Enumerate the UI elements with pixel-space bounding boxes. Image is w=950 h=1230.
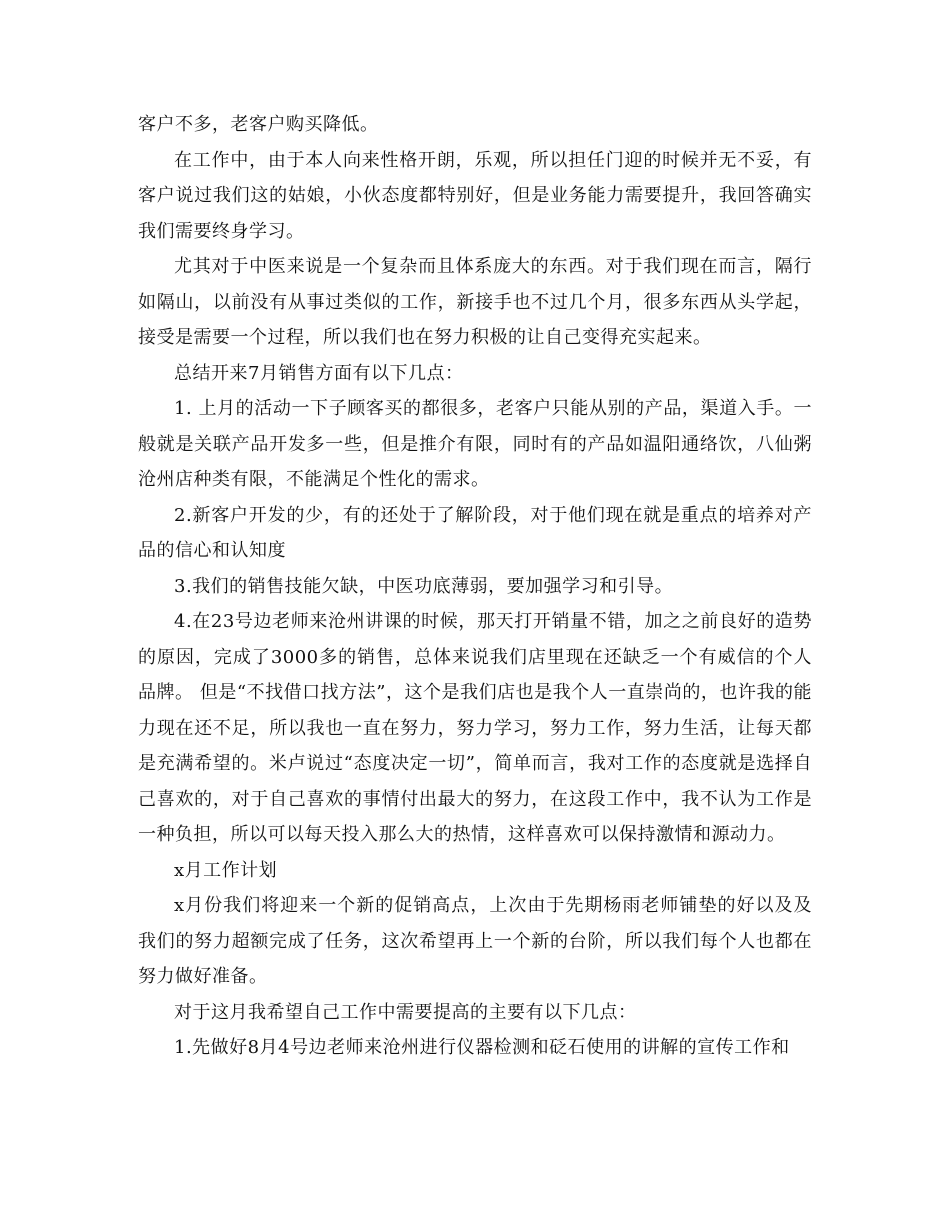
paragraph: 尤其对于中医来说是一个复杂而且体系庞大的东西。对于我们现在而言，隔行如隔山，以前没有从事过类似的工作，新接手也不过几个月，很多东西从头学起，接受是需要一个过程，所以我们也在努力积极的让自己变得充实起来。	[138, 256, 812, 348]
paragraph: 在工作中，由于本人向来性格开朗，乐观，所以担任门迎的时候并无不妥，有客户说过我们这的姑娘，小伙态度都特别好，但是业务能力需要提升，我回答确实我们需要终身学习。	[138, 149, 812, 242]
section-heading: x月工作计划	[174, 859, 278, 881]
list-item: 2.新客户开发的少，有的还处于了解阶段，对于他们现在就是重点的培养对产品的信心和认知度	[138, 504, 812, 561]
list-item: 3.我们的销售技能欠缺，中医功底薄弱，要加强学习和引导。	[174, 575, 674, 597]
paragraph: 客户不多，老客户购买降低。	[138, 114, 379, 135]
paragraph: 总结开来7月销售方面有以下几点：	[174, 362, 464, 384]
list-item: 4.在23号边老师来沧州讲课的时候，那天打开销量不错，加之之前良好的造势的原因，完成了3000多的销售，总体来说我们店里现在还缺乏一个有威信的个人品牌。 但是“不找借口找方法”，这个是我们店也是我个人一直崇尚的，也许我的能力现在还不足，所以我也一直在努力，努力学习，努力工作，努力生活，让每天都是充满希望的。米卢说过“态度决定一切”，简单而言，我对工作的态度就是选择自己喜欢的，对于自己喜欢的事情付出最大的努力，在这段工作中，我不认为工作是一种负担，所以可以每天投入那么大的热情，这样喜欢可以保持激情和源动力。	[138, 611, 812, 845]
list-item: 1.先做好8月4号边老师来沧州进行仪器检测和砭石使用的讲解的宣传工作和	[174, 1037, 790, 1058]
list-item: 1. 上月的活动一下子顾客买的都很多，老客户只能从别的产品，渠道入手。一般就是关联产品开发多一些，但是推介有限，同时有的产品如温阳通络饮，八仙粥沧州店种类有限，不能满足个性化的需求。	[138, 398, 812, 490]
paragraph: x月份我们将迎来一个新的促销高点，上次由于先期杨雨老师铺垫的好以及及我们的努力超额完成了任务，这次希望再上一个新的台阶，所以我们每个人也都在努力做好准备。	[138, 895, 812, 987]
paragraph: 对于这月我希望自己工作中需要提高的主要有以下几点：	[174, 1001, 637, 1023]
